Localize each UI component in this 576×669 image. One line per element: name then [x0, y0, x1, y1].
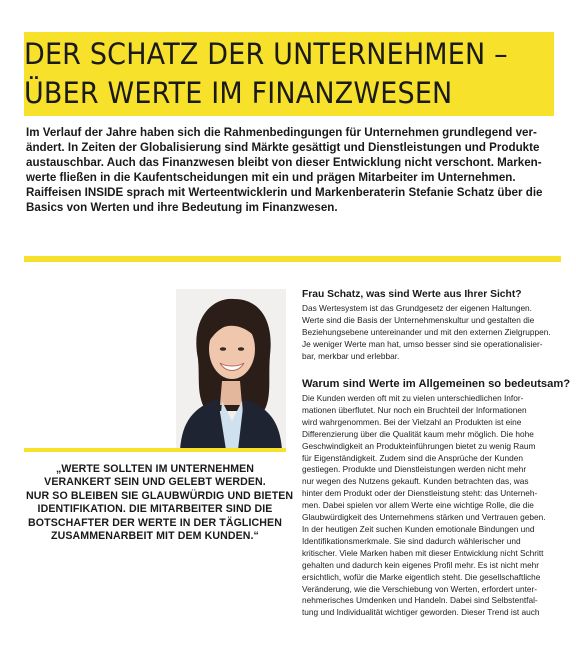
answer-line: mationen überflutet. Nur noch ein Bruchteil der Informationen: [302, 404, 527, 415]
portrait-photo: [176, 289, 286, 450]
answer-line: nehmerisches Umdenken und Handeln. Dabei sind Selbstentfal-: [302, 595, 538, 606]
intro-line: werte fließen in die Kaufentscheidungen mit ein und prägen Mitarbeiter im Unternehmen.: [26, 170, 516, 184]
answer-line: für Eigenständigkeit. Zudem sind die Ansprüche der Kunden: [302, 452, 523, 463]
quote-line: IDENTIFIKATION. DIE MITARBEITER SIND DIE: [37, 503, 273, 516]
answer-line: Differenzierung über die Qualität kaum mehr möglich. Die hohe: [302, 428, 534, 439]
portrait-image: [176, 289, 286, 450]
quote-divider: [24, 448, 286, 452]
answer-line: Beziehungsebene untereinander und mit den externen Zielgruppen.: [302, 326, 551, 337]
intro-line: austauschbar. Auch das Finanzwesen bleibt von dieser Entwicklung nicht verschont. Marken-: [26, 155, 542, 169]
answer-line: gestiegen. Produkte und Dienstleistungen werden nicht mehr: [302, 464, 527, 475]
quote-line: VERANKERT SEIN UND GELEBT WERDEN.: [44, 476, 266, 489]
answer-line: gehalten und dadurch kein eigenes Profil mehr. Es ist nicht mehr: [302, 559, 540, 570]
interview-block-2: [302, 378, 570, 619]
answer-line: In der heutigen Zeit suchen Kunden emotionale Bindungen und: [302, 523, 535, 534]
quote-line: BOTSCHAFTER DER WERTE IN DER TÄGLICHEN: [28, 516, 282, 529]
quote-line: ZUSAMMENARBEIT MIT DEM KUNDEN.“: [51, 530, 259, 543]
answer-line: kritischer. Viele Marken haben mit dieser Entwicklung nicht Schritt: [302, 547, 544, 558]
answer-line: hinter dem Produkt oder der Dienstleistung steht: das Unterneh-: [302, 488, 538, 499]
intro-line: Im Verlauf der Jahre haben sich die Rahmenbedingungen für Unternehmen grundlegend ver-: [26, 126, 537, 139]
answer-line: wird wahrgenommen. Bei der Vielzahl an Produkten ist eine: [302, 416, 522, 427]
question-heading: Warum sind Werte im Allgemeinen so bedeutsam?: [302, 378, 571, 390]
answer-line: Glaubwürdigkeit des Unternehmens stärken und Vertrauen geben.: [302, 512, 546, 523]
answer-line: bar, merkbar und erlebbar.: [302, 350, 400, 361]
answer-text: [302, 393, 570, 619]
answer-line: Je weniger Werte man hat, umso besser sind sie operationalisier-: [302, 338, 543, 349]
answer-line: ersichtlich, wofür die Marke eigentlich steht. Die gesellschaftliche: [302, 571, 541, 582]
answer-line: Geschwindigkeit an Produkteinführungen bietet zu wenig Raum: [302, 440, 536, 451]
answer-line: men. Dabei spielen vor allem Werte eine wichtige Rolle, die die: [302, 500, 534, 511]
pull-quote: [26, 463, 294, 543]
answer-line: nur wegen des Nutzens gekauft. Kunden betrachten das, was: [302, 476, 529, 487]
quote-line: NUR SO BLEIBEN SIE GLAUBWÜRDIG UND BIETEN: [26, 489, 294, 502]
answer-line: Werte sind die Basis der Unternehmenskultur und gestalten die: [302, 314, 535, 325]
intro-line: Raiffeisen INSIDE sprach mit Werteentwicklerin und Markenberaterin Stefanie Schatz über die: [26, 185, 543, 199]
intro-paragraph: [26, 126, 558, 215]
quote-line: „WERTE SOLLTEN IM UNTERNEHMEN: [55, 463, 255, 475]
answer-line: Veränderung, wie die Verschiebung von Werten, erfordert unter-: [302, 583, 538, 594]
title-banner: [24, 32, 554, 116]
intro-line: ändert. In Zeiten der Globalisierung sind Märkte gesättigt und Dienstleistungen und Produkte: [26, 140, 540, 154]
answer-line: tung und Individualität wichtiger geworden. Dieser Trend ist auch: [302, 607, 540, 618]
interview-block-1: [302, 288, 570, 363]
intro-line: Basics von Werten und ihre Bedeutung im Finanzwesen.: [26, 200, 338, 214]
answer-line: Die Kunden werden oft mit zu vielen unterschiedlichen Infor-: [302, 393, 524, 403]
section-divider: [24, 256, 561, 262]
page-title-line-2: ÜBER WERTE IM FINANZWESEN: [24, 76, 453, 110]
answer-line: Das Wertesystem ist das Grundgesetz der eigenen Haltungen.: [302, 303, 532, 313]
answer-text: [302, 303, 570, 363]
question-heading: Frau Schatz, was sind Werte aus Ihrer Sicht?: [302, 289, 522, 300]
answer-line: Identifikationsmerkmale. Sie sind dadurch wählerischer und: [302, 535, 521, 546]
page-title-line-1: DER SCHATZ DER UNTERNEHMEN –: [24, 37, 508, 71]
